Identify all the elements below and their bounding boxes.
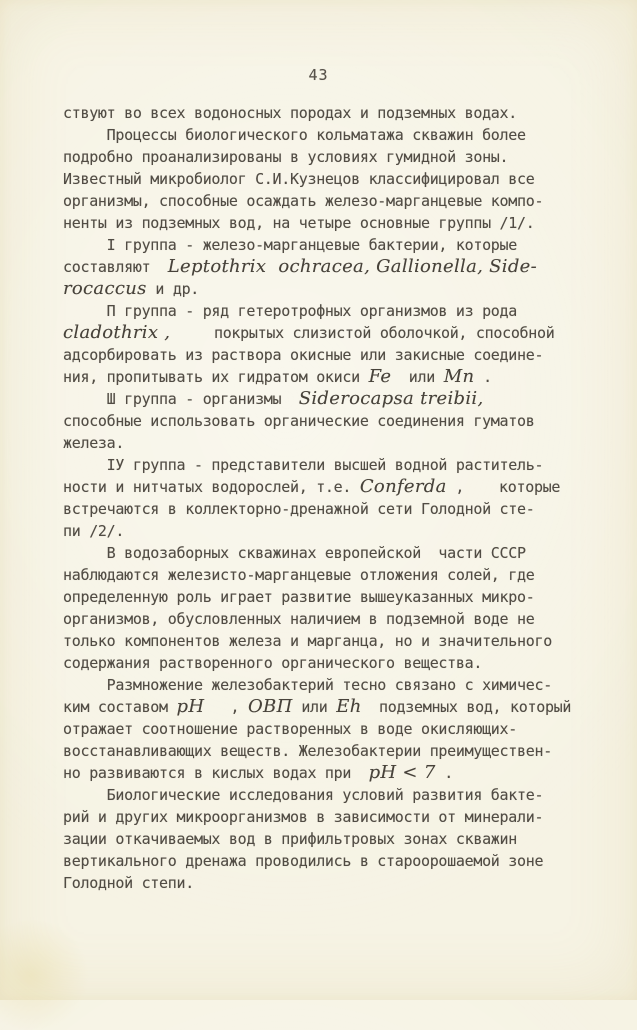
typed-text: но развиваются в кислых водах при: [63, 764, 369, 782]
typed-text: .: [474, 368, 492, 386]
text-line: [63, 322, 583, 344]
text-line: [63, 806, 583, 828]
text-line: [63, 168, 583, 190]
typed-text: или: [391, 368, 444, 386]
typed-text: Голодной степи.: [63, 874, 194, 892]
text-line: [63, 872, 583, 894]
text-line: [63, 366, 583, 388]
typed-text: Известный микробиолог С.И.Кузнецов классифицировал все: [63, 170, 535, 188]
text-line: [63, 762, 583, 784]
text-line: [63, 234, 583, 256]
typed-text: ния, пропитывать их гидратом окиси: [63, 368, 369, 386]
text-line: [63, 388, 583, 410]
handwritten-text: Mn: [443, 366, 475, 387]
typed-text: составляют: [63, 258, 168, 276]
handwritten-text: Leptothrix ochracea, Gallionella, Side-: [167, 256, 538, 277]
text-line: [63, 124, 583, 146]
text-line: [63, 542, 583, 564]
typed-text: ,: [204, 698, 248, 716]
typed-text: .: [435, 764, 454, 782]
typed-text: ности и нитчатых водорослей, т.е.: [63, 478, 360, 496]
text-line: [63, 498, 583, 520]
typed-text: организмы, способные осаждать железо-марганцевые компо-: [63, 192, 544, 210]
page-number: 43: [308, 66, 329, 84]
text-line: [63, 190, 583, 212]
typed-text: адсорбировать из раствора окисные или закисные соедине-: [63, 346, 544, 364]
text-line: [63, 454, 583, 476]
text-line: [63, 212, 583, 234]
text-line: [63, 784, 583, 806]
text-line: [63, 696, 583, 718]
typed-text: организмов, обусловленных наличием в подземной воде не: [63, 610, 535, 628]
text-line: [63, 608, 583, 630]
typed-text: пи /2/.: [63, 522, 125, 540]
typed-text: восстанавливающих веществ. Железобактерии преимуществен-: [63, 742, 552, 760]
text-line: [63, 102, 583, 124]
typed-text: ненты из подземных вод, на четыре основные группы /1/.: [63, 214, 535, 232]
typed-text: подробно проанализированы в условиях гумидной зоны.: [63, 148, 509, 166]
typed-text: содержания растворенного органического вещества.: [63, 654, 483, 672]
text-line: [63, 586, 583, 608]
text-line: [63, 564, 583, 586]
text-line: [63, 520, 583, 542]
typed-text: В водозаборных скважинах европейской части СССР: [63, 544, 526, 562]
typed-text: только компонентов железа и марганца, но и значительного: [63, 632, 552, 650]
handwritten-text: rocaccus: [63, 278, 147, 299]
typed-text: подземных вод, который: [361, 698, 572, 716]
text-line: [63, 740, 583, 762]
text-line: [63, 674, 583, 696]
typed-text: ствуют во всех водоносных породах и подземных водах.: [63, 104, 518, 122]
typed-text: рий и других микроорганизмов в зависимости от минерали-: [63, 808, 544, 826]
typed-text: Размножение железобактерий тесно связано с химичес-: [63, 676, 552, 694]
typed-text: железа.: [63, 434, 125, 452]
typed-text: покрытых слизистой оболочкой, способной: [170, 324, 555, 342]
text-line: [63, 630, 583, 652]
typed-text: или: [292, 698, 337, 716]
typed-text: , которые: [446, 478, 561, 496]
handwritten-text: pH < 7: [368, 762, 436, 783]
typed-text: ким составом: [63, 698, 177, 716]
handwritten-text: pH: [176, 696, 205, 717]
text-line: [63, 300, 583, 322]
typed-text: вертикального дренажа проводились в староорошаемой зоне: [63, 852, 544, 870]
text-line: [63, 146, 583, 168]
text-line: [63, 344, 583, 366]
typed-text: встречаются в коллекторно-дренажной сети Голодной сте-: [63, 500, 535, 518]
handwritten-text: Fe: [368, 366, 392, 387]
handwritten-text: Conferda: [359, 476, 447, 497]
typed-text: Ш группа - организмы: [63, 390, 299, 408]
handwritten-text: ОВП: [248, 696, 293, 717]
text-line: [63, 410, 583, 432]
handwritten-text: Siderocapsa treibii,: [298, 388, 484, 409]
text-line: [63, 718, 583, 740]
typed-text: наблюдаются железисто-марганцевые отложения солей, где: [63, 566, 535, 584]
typed-text: Биологические исследования условий развития бакте-: [63, 786, 544, 804]
typed-text: способные использовать органические соединения гуматов: [63, 412, 535, 430]
text-line: [63, 432, 583, 454]
handwritten-text: Eh: [336, 696, 362, 717]
handwritten-text: cladothrix ,: [63, 322, 171, 343]
typed-text: I группа - железо-марганцевые бактерии, которые: [63, 236, 518, 254]
text-line: [63, 652, 583, 674]
text-line: [63, 850, 583, 872]
text-line: [63, 476, 583, 498]
document-body: [63, 102, 583, 894]
typed-text: IУ группа - представители высшей водной раститель-: [63, 456, 544, 474]
typed-text: определенную роль играет развитие вышеуказанных микро-: [63, 588, 535, 606]
typed-text: и др.: [146, 280, 200, 298]
typed-text: Процессы биологического кольматажа скважин более: [63, 126, 526, 144]
text-line: [63, 256, 583, 278]
typed-text: П группа - ряд гетеротрофных организмов из рода: [63, 302, 518, 320]
text-line: [63, 828, 583, 850]
text-line: [63, 278, 583, 300]
typed-text: отражает соотношение растворенных в воде окисляющих-: [63, 720, 518, 738]
typed-text: зации откачиваемых вод в прифильтровых зонах скважин: [63, 830, 518, 848]
paper-stain: [0, 920, 92, 1030]
